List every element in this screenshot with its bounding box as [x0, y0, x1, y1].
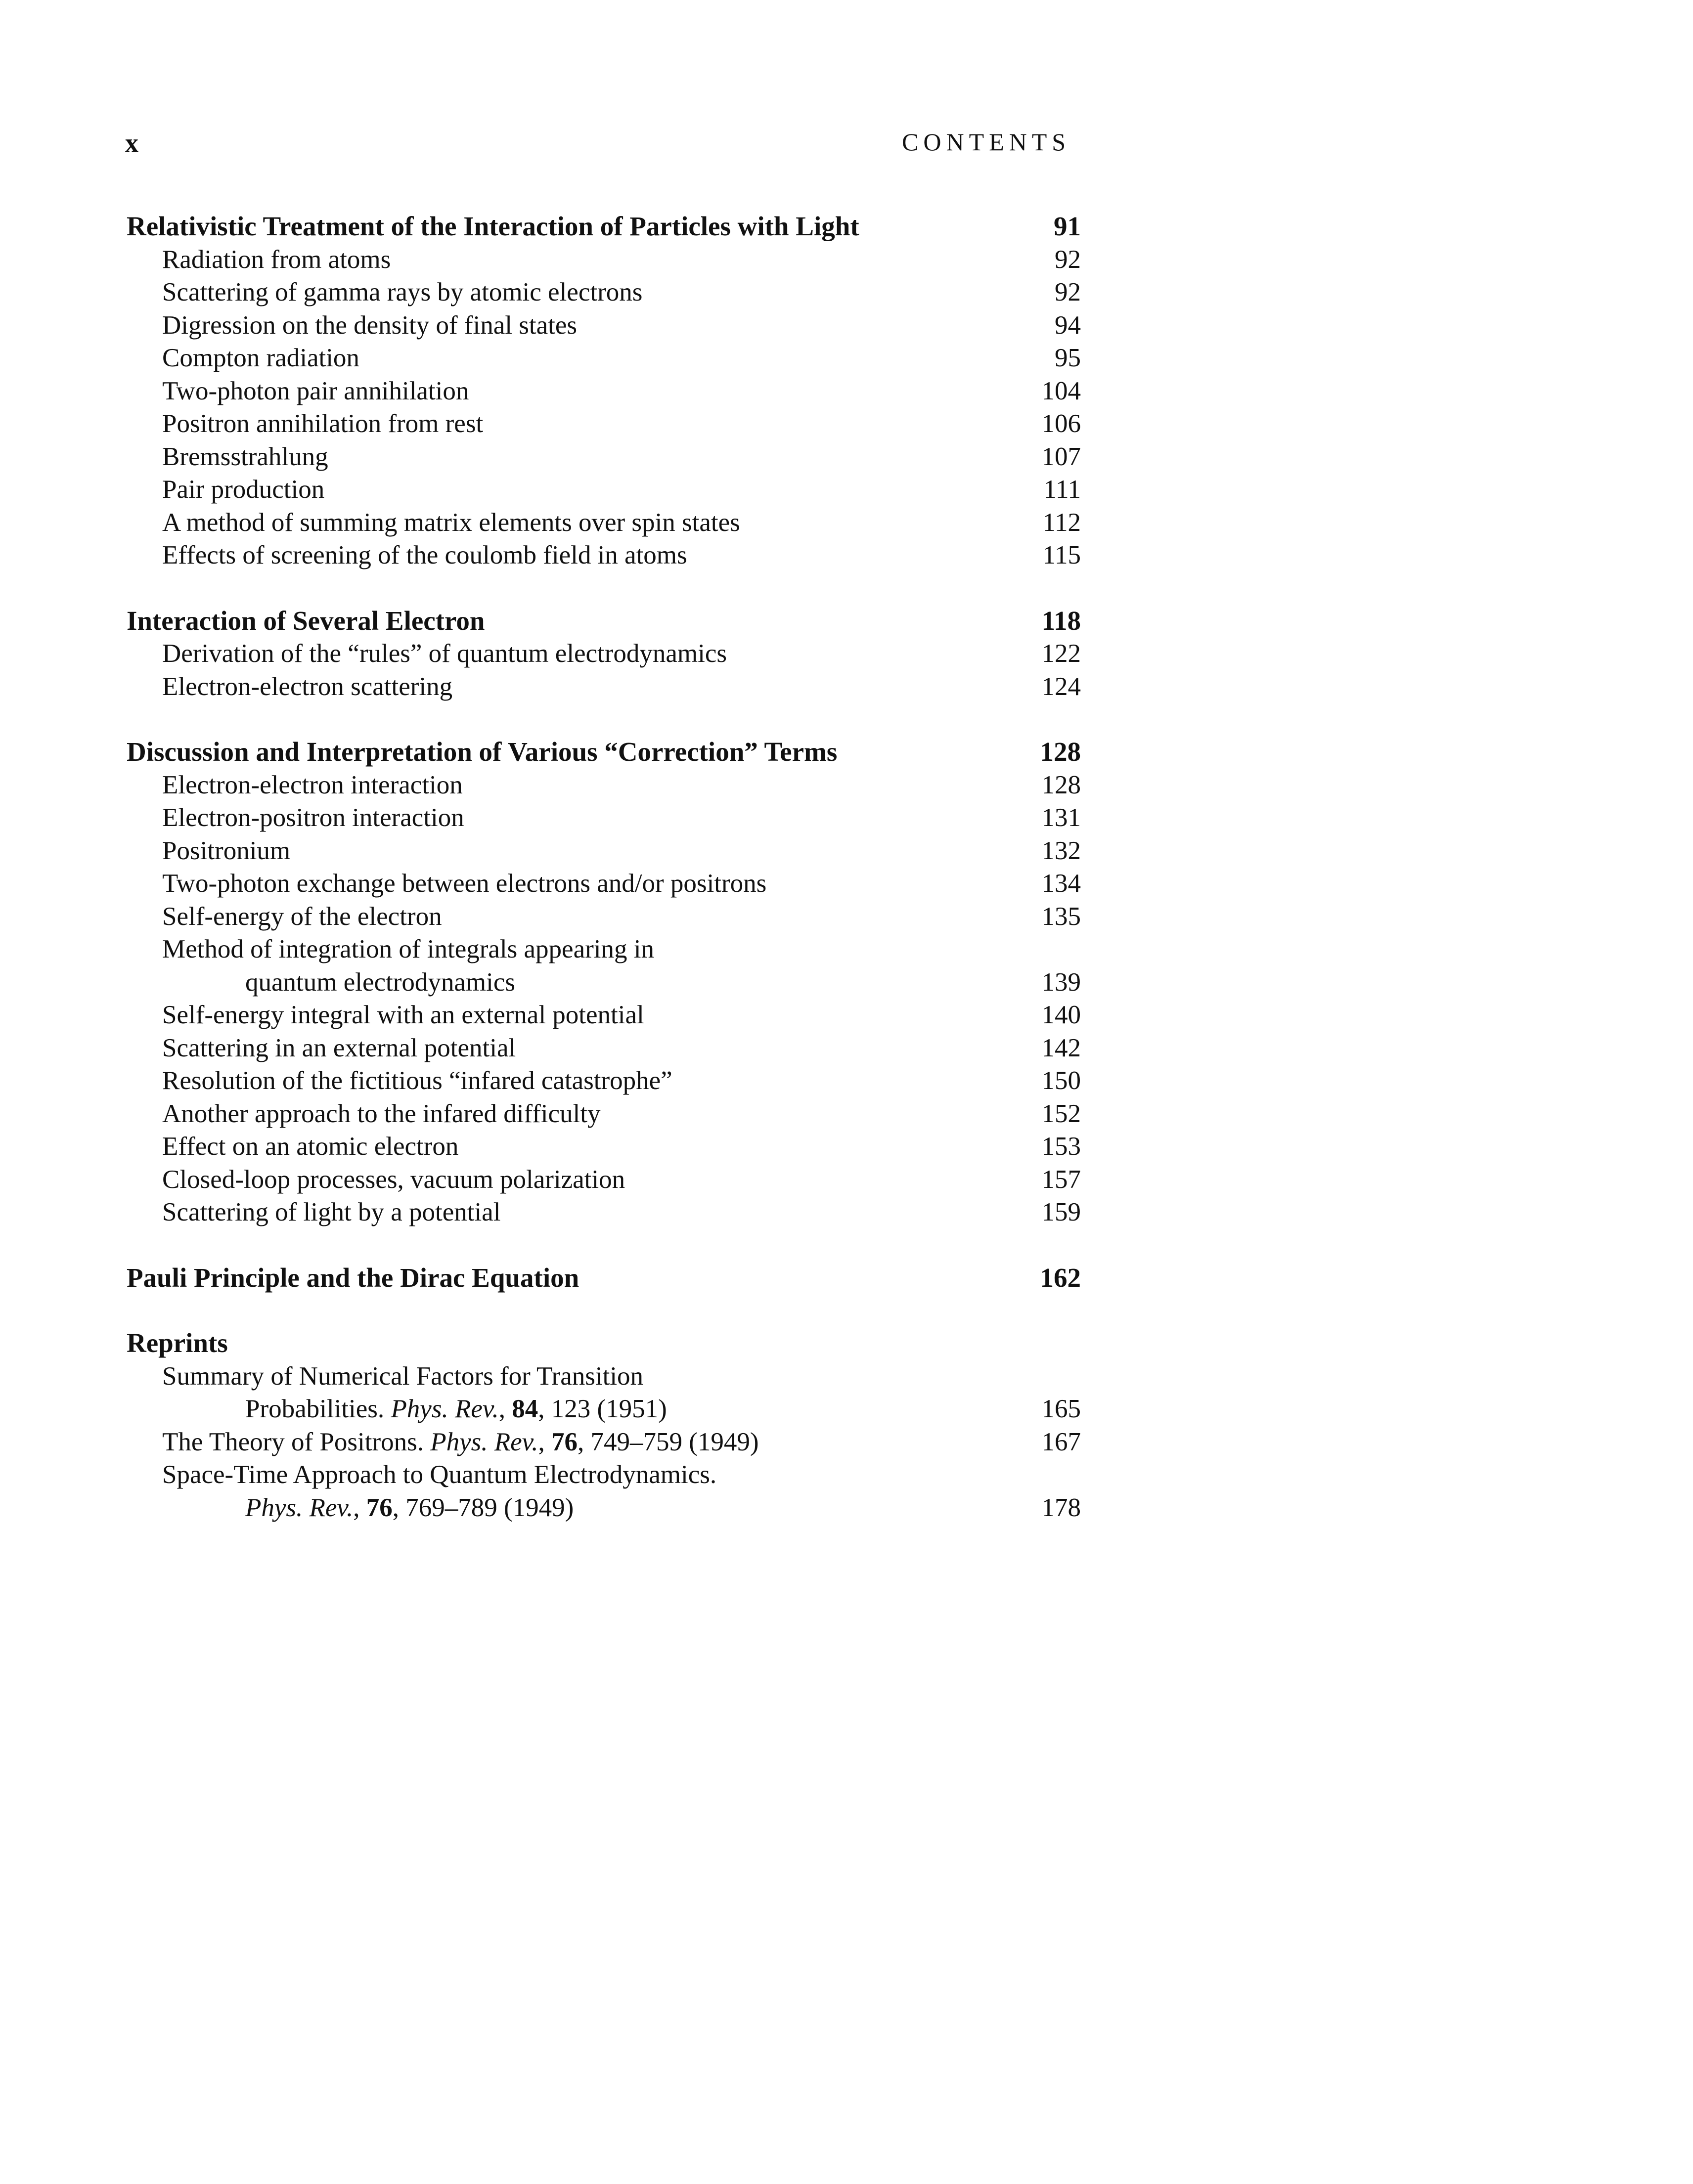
journal-pages-year: 769–789 (1949): [405, 1493, 574, 1522]
entry-title: Scattering in an external potential: [162, 1033, 516, 1062]
entry-title: Scattering of gamma rays by atomic electrons: [162, 278, 643, 306]
journal-volume: 76: [551, 1427, 578, 1456]
entry-title: Effect on an atomic electron: [162, 1132, 459, 1161]
toc-entry: [127, 1130, 1081, 1163]
journal-volume: 76: [366, 1493, 393, 1522]
page-number: 128: [1040, 737, 1081, 767]
page-number: 139: [1041, 967, 1081, 997]
toc-entry: [127, 670, 1081, 703]
reprints-section: [127, 1327, 1081, 1524]
toc-entry: [127, 999, 1081, 1032]
page-number: 112: [1042, 508, 1081, 537]
entry-title: A method of summing matrix elements over spin states: [162, 508, 740, 537]
entry-title: Self-energy integral with an external potential: [162, 1001, 644, 1029]
toc-entry-continuation: [127, 966, 1081, 999]
toc-entry: [127, 473, 1081, 506]
toc-entry: [127, 1163, 1081, 1196]
reprint-citation: Probabilities. Phys. Rev., 84, 123 (1951): [245, 1395, 667, 1423]
entry-title: Compton radiation: [162, 344, 359, 372]
entry-title: Derivation of the “rules” of quantum electrodynamics: [162, 639, 727, 668]
page-number: 165: [1041, 1395, 1081, 1423]
section-title: Reprints: [127, 1328, 228, 1358]
section-heading: [127, 605, 1081, 638]
page-number: 135: [1041, 902, 1081, 931]
page-number: 94: [1055, 310, 1081, 340]
page-number: 115: [1042, 541, 1081, 569]
toc-section: [127, 605, 1081, 703]
reprint-entry-continuation: [127, 1393, 1081, 1426]
reprint-title: Summary of Numerical Factors for Transition: [162, 1361, 644, 1391]
page-number: 132: [1041, 836, 1081, 865]
section-heading: [127, 210, 1081, 243]
reprint-title-end: Probabilities.: [245, 1395, 385, 1423]
entry-title: Resolution of the fictitious “infared catastrophe”: [162, 1066, 672, 1095]
reprint-entry-continuation: [127, 1491, 1081, 1525]
reprint-title: The Theory of Positrons.: [162, 1427, 424, 1456]
page-number: 92: [1055, 245, 1081, 274]
toc-entry: [127, 1032, 1081, 1065]
entry-title: Positronium: [162, 836, 291, 865]
page-number: 124: [1041, 672, 1081, 701]
page-number: 131: [1041, 803, 1081, 832]
entry-title: Digression on the density of final states: [162, 310, 578, 340]
toc-entry: [127, 407, 1081, 440]
entry-title: Method of integration of integrals appearing in: [162, 935, 654, 963]
toc-entry: [127, 834, 1081, 868]
toc-entry: [127, 933, 1081, 966]
toc-entry: [127, 506, 1081, 539]
page-number: 111: [1043, 475, 1081, 504]
entry-title: Radiation from atoms: [162, 245, 391, 274]
journal-pages-year: 749–759 (1949): [590, 1427, 759, 1456]
section-heading: [127, 1327, 1081, 1360]
page-number: 104: [1041, 376, 1081, 405]
page-number: 167: [1041, 1427, 1081, 1456]
toc-entry: [127, 243, 1081, 276]
page-number: 122: [1041, 639, 1081, 668]
toc-entry: [127, 769, 1081, 802]
page-number: 162: [1040, 1262, 1081, 1293]
toc-section: [127, 1262, 1081, 1295]
page-number: 178: [1041, 1493, 1081, 1522]
page-number: 142: [1041, 1033, 1081, 1062]
page-number: 134: [1041, 869, 1081, 898]
toc-entry: [127, 440, 1081, 474]
reprint-citation: Phys. Rev., 76, 769–789 (1949): [245, 1493, 574, 1522]
toc-entry: [127, 375, 1081, 408]
page-number: 118: [1041, 605, 1081, 636]
toc-entry: [127, 539, 1081, 572]
page-number: 157: [1041, 1165, 1081, 1194]
reprint-citation: The Theory of Positrons. Phys. Rev., 76, 749–759 (1949): [162, 1427, 759, 1456]
section-heading: [127, 736, 1081, 769]
page-number: 91: [1054, 211, 1081, 241]
entry-title: Two-photon exchange between electrons and/or positrons: [162, 869, 767, 898]
journal-name: Phys. Rev.: [430, 1427, 538, 1456]
page-number: 128: [1041, 770, 1081, 799]
page-number: 92: [1055, 278, 1081, 306]
entry-title: Effects of screening of the coulomb field in atoms: [162, 541, 687, 569]
entry-title: Bremsstrahlung: [162, 442, 328, 471]
toc-entry: [127, 276, 1081, 309]
toc-section: [127, 210, 1081, 572]
entry-title: Another approach to the infared difficulty: [162, 1099, 601, 1128]
toc-section: [127, 736, 1081, 1229]
page-number: 159: [1041, 1198, 1081, 1226]
section-heading: [127, 1262, 1081, 1295]
table-of-contents: [127, 210, 1081, 1557]
page-number: 150: [1041, 1066, 1081, 1095]
entry-title: Pair production: [162, 475, 325, 504]
toc-entry: [127, 867, 1081, 900]
toc-entry: [127, 1196, 1081, 1229]
entry-title: Two-photon pair annihilation: [162, 376, 469, 405]
reprint-title: Space-Time Approach to Quantum Electrodynamics.: [162, 1460, 717, 1489]
toc-entry: [127, 342, 1081, 375]
section-title: Interaction of Several Electron: [127, 605, 485, 636]
journal-pages-year: 123 (1951): [551, 1395, 667, 1423]
entry-title: Electron-electron interaction: [162, 770, 463, 799]
page-number: 107: [1041, 442, 1081, 471]
toc-entry: [127, 1097, 1081, 1131]
page-number: 152: [1041, 1099, 1081, 1128]
page-number: 153: [1041, 1132, 1081, 1161]
page-number: 106: [1041, 409, 1081, 438]
entry-title: Self-energy of the electron: [162, 902, 442, 931]
page-number: 95: [1055, 344, 1081, 372]
journal-name: Phys. Rev.: [245, 1493, 354, 1522]
reprint-entry: [127, 1426, 1081, 1459]
journal-name: Phys. Rev.: [391, 1395, 499, 1423]
entry-title: Scattering of light by a potential: [162, 1198, 501, 1226]
section-title: Discussion and Interpretation of Various “Correction” Terms: [127, 737, 838, 767]
toc-entry: [127, 637, 1081, 670]
journal-volume: 84: [512, 1395, 538, 1423]
page-number: 140: [1041, 1001, 1081, 1029]
toc-entry: [127, 900, 1081, 933]
section-title: Pauli Principle and the Dirac Equation: [127, 1262, 579, 1293]
entry-title-continuation: quantum electrodynamics: [245, 967, 516, 997]
running-head: CONTENTS: [902, 128, 1071, 156]
section-title: Relativistic Treatment of the Interaction of Particles with Light: [127, 211, 859, 241]
toc-entry: [127, 309, 1081, 342]
reprint-entry: [127, 1360, 1081, 1393]
page-folio: x: [125, 128, 138, 158]
toc-entry: [127, 801, 1081, 834]
entry-title: Closed-loop processes, vacuum polarization: [162, 1165, 625, 1194]
entry-title: Electron-positron interaction: [162, 803, 464, 832]
entry-title: Electron-electron scattering: [162, 672, 453, 701]
reprint-entry: [127, 1458, 1081, 1491]
entry-title: Positron annihilation from rest: [162, 409, 484, 438]
toc-entry: [127, 1064, 1081, 1097]
